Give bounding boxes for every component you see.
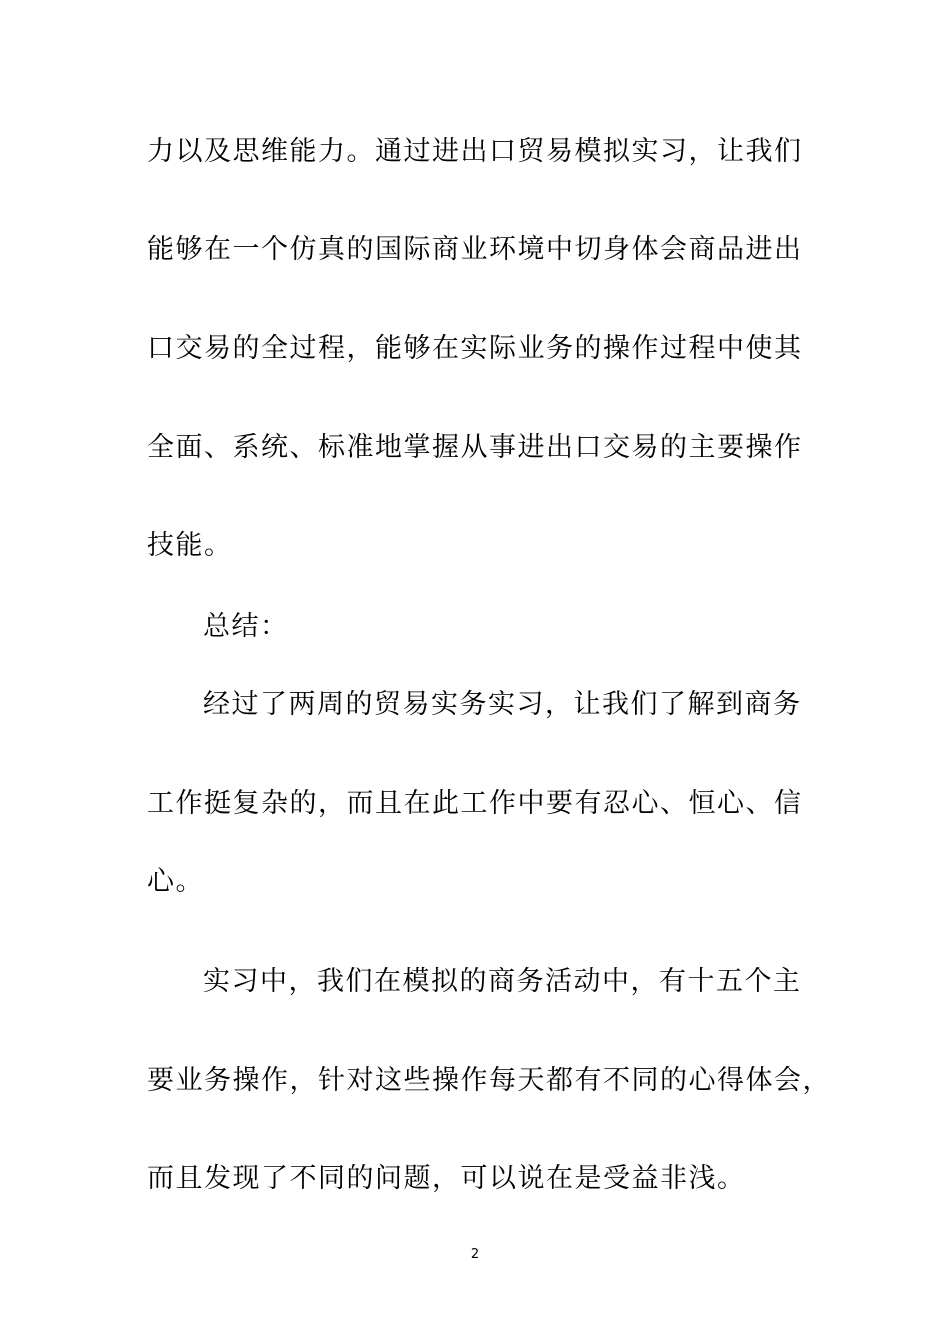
paragraph-line: 经过了两周的贸易实务实习，让我们了解到商务 [203, 689, 802, 720]
paragraph-line: 口交易的全过程，能够在实际业务的操作过程中使其 [147, 333, 803, 364]
paragraph-line: 全面、系统、标准地掌握从事进出口交易的主要操作 [147, 432, 803, 463]
paragraph-line: 工作挺复杂的，而且在此工作中要有忍心、恒心、信 [147, 788, 803, 819]
page-number: 2 [470, 1247, 480, 1262]
section-heading: 总结： [203, 611, 289, 642]
paragraph-line: 实习中，我们在模拟的商务活动中，有十五个主 [203, 966, 802, 997]
paragraph-line: 要业务操作，针对这些操作每天都有不同的心得体会， [147, 1065, 831, 1096]
paragraph-line: 技能。 [147, 530, 233, 561]
paragraph-line: 心。 [147, 866, 204, 897]
paragraph-line: 力以及思维能力。通过进出口贸易模拟实习，让我们 [147, 136, 803, 167]
paragraph-line: 能够在一个仿真的国际商业环境中切身体会商品进出 [147, 234, 803, 265]
paragraph-line: 而且发现了不同的问题，可以说在是受益非浅。 [147, 1163, 746, 1194]
